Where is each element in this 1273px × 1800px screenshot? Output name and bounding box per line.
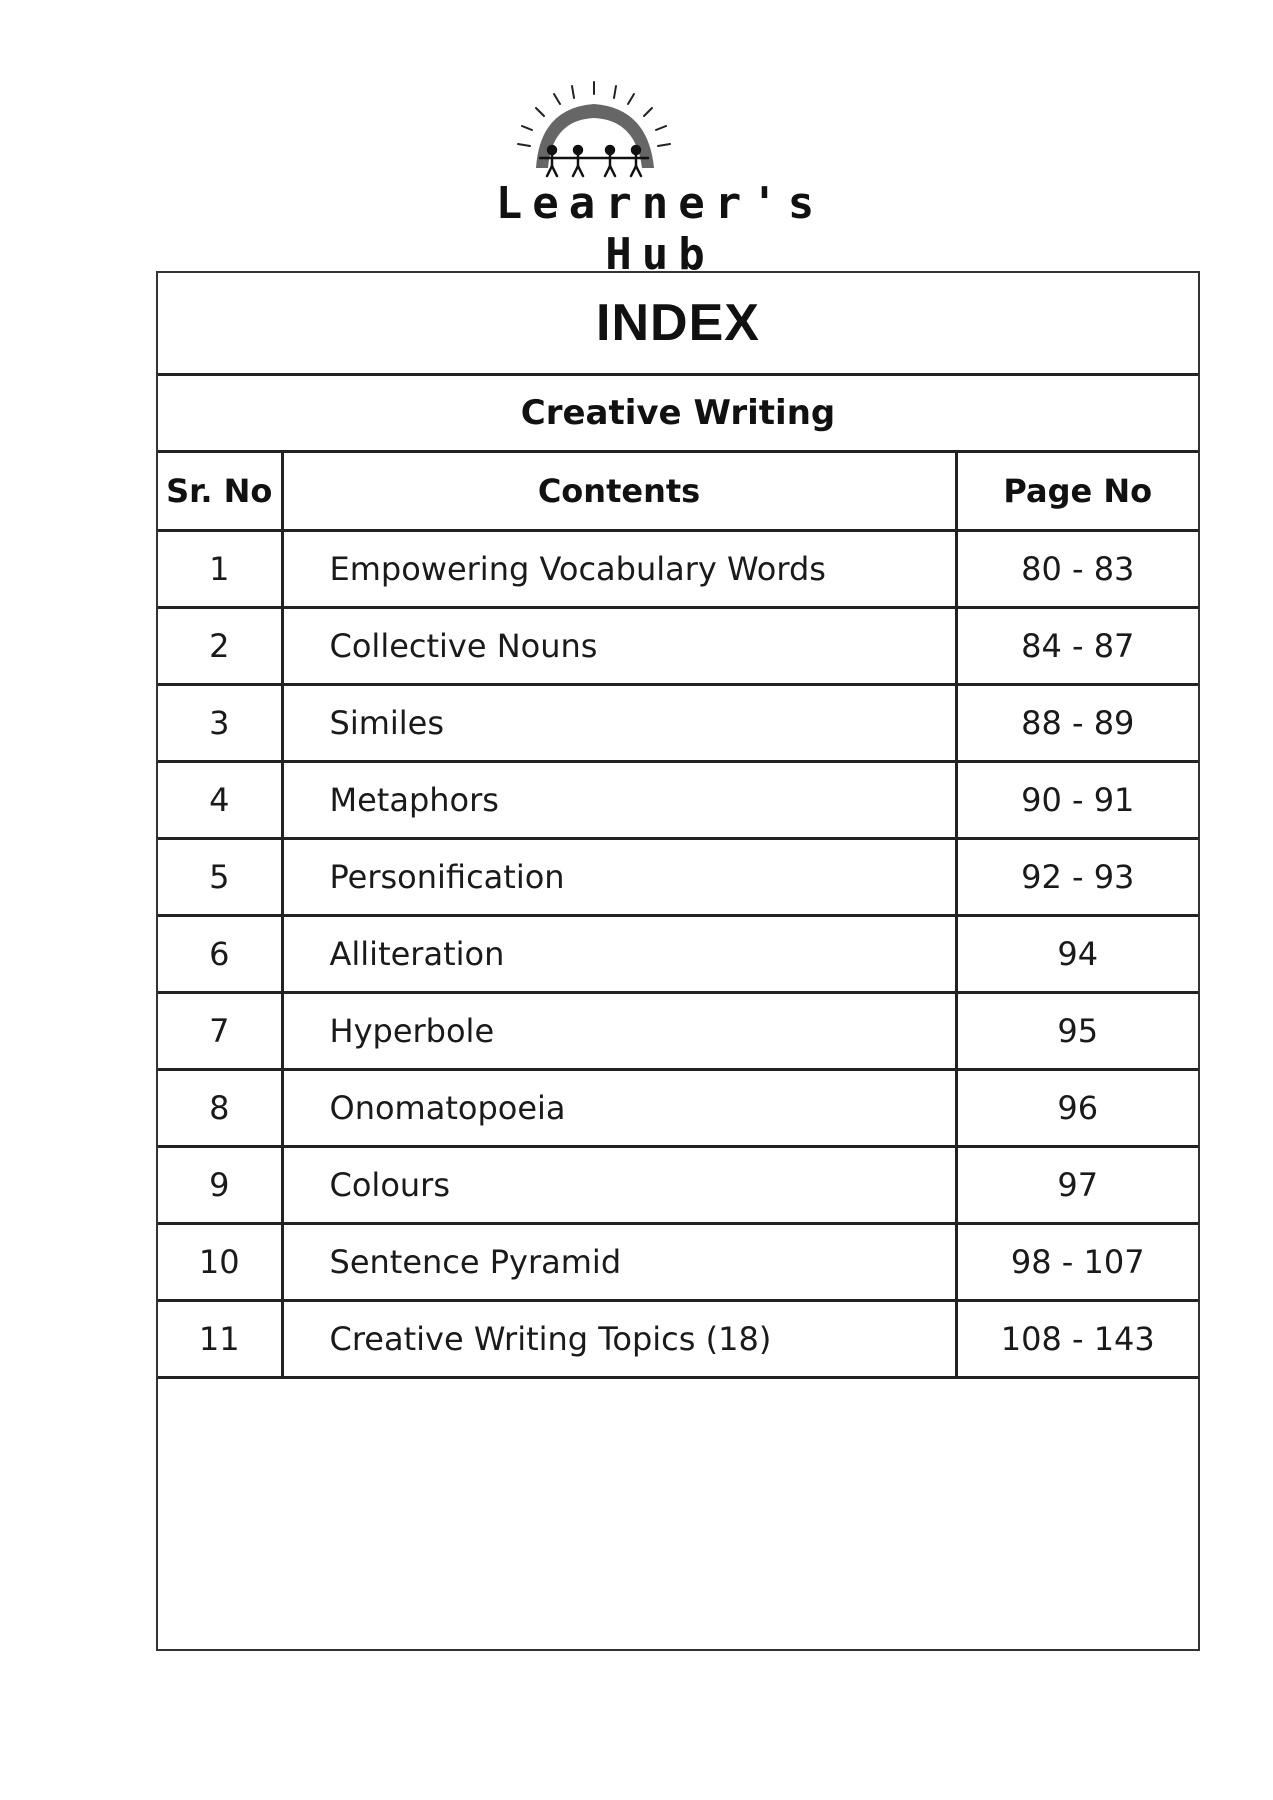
sr-no-cell: 5 <box>158 838 282 915</box>
header-sr-no: Sr. No <box>158 453 282 530</box>
content-cell: Similes <box>282 684 956 761</box>
page-no-cell: 88 - 89 <box>956 684 1198 761</box>
table-row <box>158 761 1198 838</box>
page-no-cell: 97 <box>956 1146 1198 1223</box>
content-cell: Hyperbole <box>282 992 956 1069</box>
sr-no-cell: 3 <box>158 684 282 761</box>
table-row <box>158 838 1198 915</box>
content-cell: Colours <box>282 1146 956 1223</box>
brand-name: Learner's Hub <box>495 178 825 280</box>
sr-no-cell: 7 <box>158 992 282 1069</box>
section-title: Creative Writing <box>158 376 1198 453</box>
content-cell: Alliteration <box>282 915 956 992</box>
table-row <box>158 530 1198 607</box>
contents-table <box>158 453 1198 1379</box>
page-no-cell: 94 <box>956 915 1198 992</box>
page-no-cell: 92 - 93 <box>956 838 1198 915</box>
table-row <box>158 915 1198 992</box>
page-no-cell: 80 - 83 <box>956 530 1198 607</box>
page-no-cell: 84 - 87 <box>956 607 1198 684</box>
sr-no-cell: 4 <box>158 761 282 838</box>
content-cell: Sentence Pyramid <box>282 1223 956 1300</box>
table-row <box>158 684 1198 761</box>
table-row <box>158 1223 1198 1300</box>
page-no-cell: 90 - 91 <box>956 761 1198 838</box>
brand-logo <box>470 78 850 280</box>
content-cell: Creative Writing Topics (18) <box>282 1300 956 1377</box>
index-table-box <box>156 271 1200 1651</box>
header-contents: Contents <box>282 453 956 530</box>
table-row <box>158 992 1198 1069</box>
content-cell: Collective Nouns <box>282 607 956 684</box>
index-title: INDEX <box>158 273 1198 376</box>
sr-no-cell: 6 <box>158 915 282 992</box>
table-header-row <box>158 453 1198 530</box>
header-page-no: Page No <box>956 453 1198 530</box>
sr-no-cell: 2 <box>158 607 282 684</box>
sr-no-cell: 1 <box>158 530 282 607</box>
sr-no-cell: 9 <box>158 1146 282 1223</box>
table-row <box>158 1300 1198 1377</box>
content-cell: Onomatopoeia <box>282 1069 956 1146</box>
content-cell: Metaphors <box>282 761 956 838</box>
content-cell: Personification <box>282 838 956 915</box>
content-cell: Empowering Vocabulary Words <box>282 530 956 607</box>
table-row <box>158 607 1198 684</box>
page-no-cell: 95 <box>956 992 1198 1069</box>
sr-no-cell: 10 <box>158 1223 282 1300</box>
table-row <box>158 1069 1198 1146</box>
table-row <box>158 1146 1198 1223</box>
page-no-cell: 108 - 143 <box>956 1300 1198 1377</box>
sr-no-cell: 11 <box>158 1300 282 1377</box>
page-no-cell: 98 - 107 <box>956 1223 1198 1300</box>
sr-no-cell: 8 <box>158 1069 282 1146</box>
page-no-cell: 96 <box>956 1069 1198 1146</box>
sun-arch-children-icon <box>470 78 850 178</box>
